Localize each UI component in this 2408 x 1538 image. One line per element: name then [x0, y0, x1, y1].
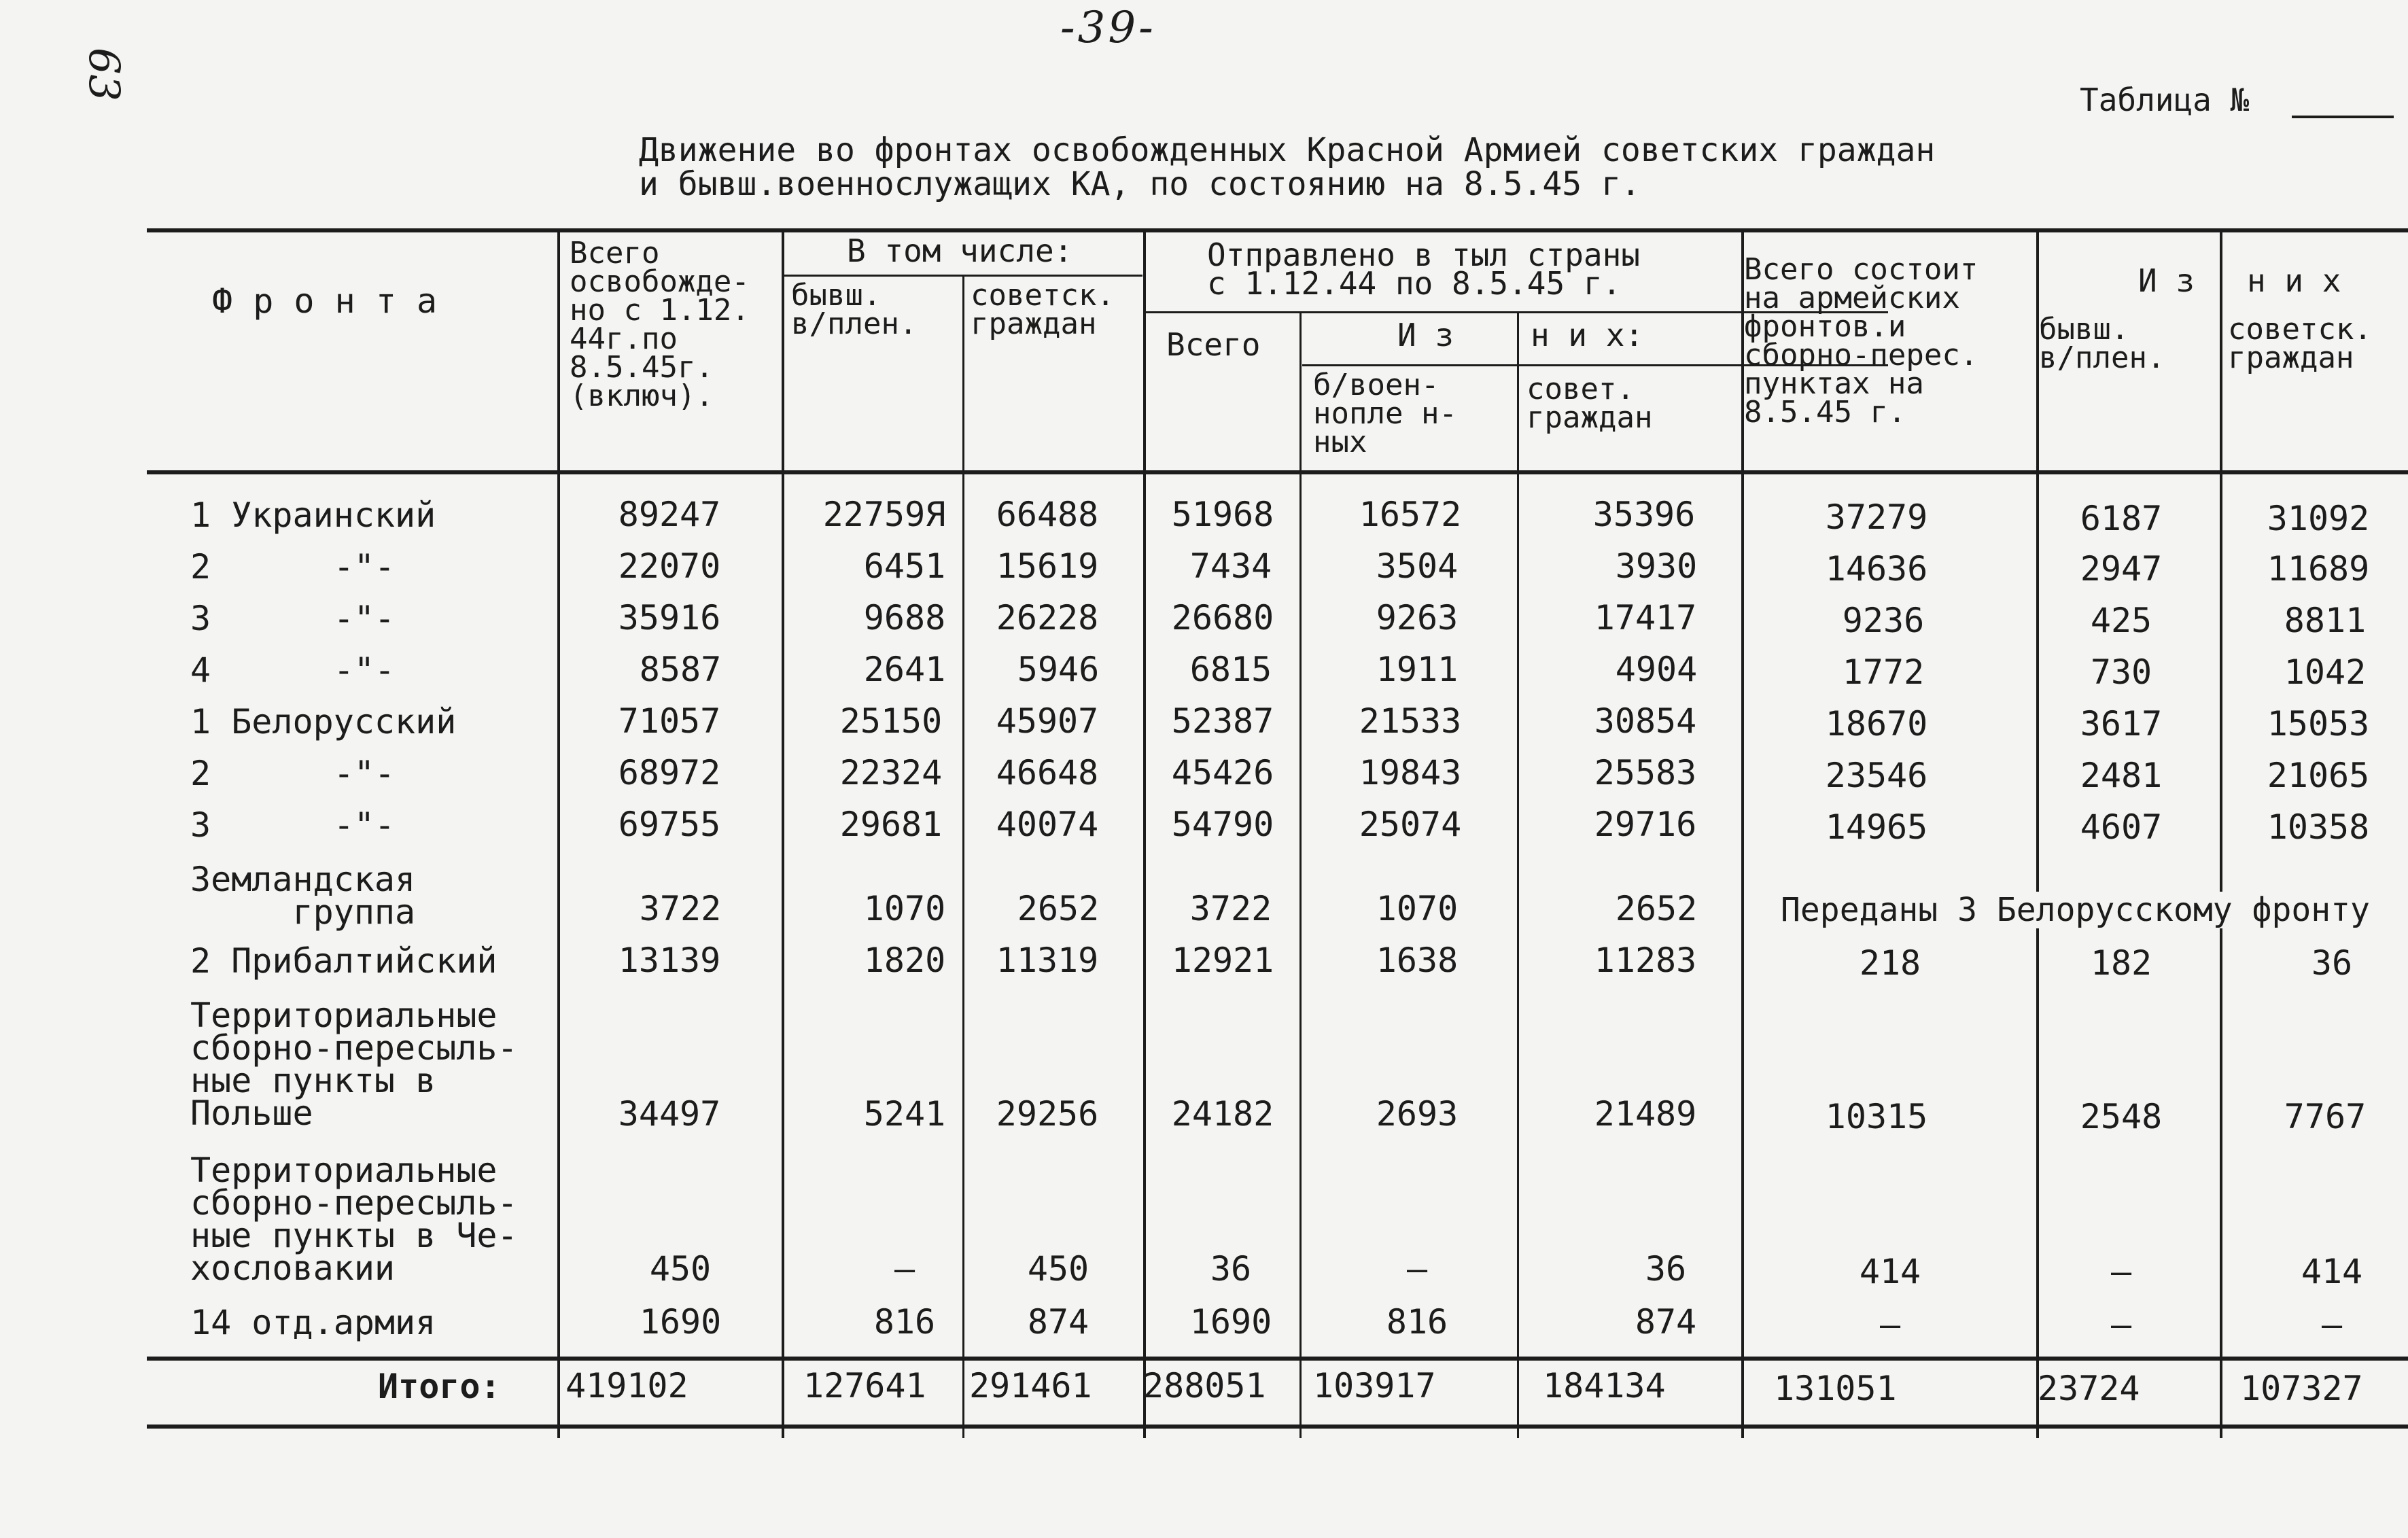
header-former-pow: бывш. в/плен. [791, 278, 918, 341]
total-sent-soviet: 184134 [1543, 1366, 1666, 1405]
cell-total-freed: 35916 [618, 598, 721, 637]
cell-remaining-pow: 4607 [2080, 807, 2163, 847]
transfer-note: Переданы 3 Белорусскому фронту [1778, 892, 2373, 928]
cell-sent-total: 45426 [1171, 753, 1274, 792]
cell-sent-total: 54790 [1171, 805, 1274, 844]
cell-sent-pow: 2693 [1376, 1094, 1459, 1134]
rule-col-4 [1143, 228, 1146, 1438]
cell-soviet-citizens: 46648 [996, 753, 1099, 792]
total-remaining: 131051 [1774, 1369, 1897, 1408]
cell-sent-total: 26680 [1171, 598, 1274, 637]
cell-total-freed: 22070 [618, 546, 721, 586]
cell-sent-pow: 16572 [1359, 495, 1462, 534]
cell-soviet-citizens: 29256 [996, 1094, 1099, 1134]
cell-remaining: 218 [1859, 943, 1921, 983]
cell-sent-pow: 1911 [1376, 650, 1459, 689]
cell-former-pow: 2641 [863, 650, 946, 689]
cell-former-pow: 25150 [839, 701, 943, 741]
cell-total-freed: 68972 [618, 753, 721, 792]
row-label: Территориальные сборно-пересыль- ные пункты в Че- хословакии [190, 1151, 518, 1288]
header-remaining-of-a: И з [2138, 262, 2195, 299]
rule-col-2 [782, 228, 784, 1438]
cell-former-pow: 9688 [863, 598, 946, 637]
table-number-blank [2292, 116, 2394, 118]
row-label: 3 -"- [190, 599, 396, 638]
cell-soviet-citizens: 5946 [1017, 650, 1100, 689]
row-label: 2 -"- [190, 754, 396, 793]
cell-remaining-pow: 6187 [2080, 499, 2163, 538]
cell-sent-total: 3722 [1189, 889, 1272, 928]
cell-sent-total: 6815 [1189, 650, 1272, 689]
cell-sent-soviet: 11283 [1594, 941, 1697, 980]
rule-col-6 [1517, 311, 1519, 1438]
cell-remaining: 9236 [1842, 601, 1925, 640]
cell-sent-total: 52387 [1171, 701, 1274, 741]
cell-soviet-citizens: 2652 [1017, 889, 1100, 928]
cell-sent-soviet: 30854 [1594, 701, 1697, 741]
cell-sent-total: 1690 [1189, 1302, 1272, 1342]
cell-total-freed: 13139 [618, 941, 721, 980]
cell-remaining-pow: – [2110, 1305, 2132, 1344]
header-soviet-citizens: советск. граждан [971, 278, 1115, 341]
document-title [639, 133, 1935, 201]
total-former-pow: 127641 [803, 1366, 926, 1405]
row-label: 1 Белорусский [190, 702, 457, 741]
header-sent-total: Всего [1166, 326, 1261, 363]
header-remaining-of-b: н и х [2247, 262, 2341, 299]
row-label: 2 -"- [190, 547, 396, 587]
cell-sent-soviet: 25583 [1594, 753, 1697, 792]
cell-sent-soviet: 4904 [1615, 650, 1698, 689]
cell-sent-soviet: 35396 [1592, 495, 1696, 534]
total-soviet-citizens: 291461 [969, 1366, 1092, 1405]
rule-total-bottom [147, 1425, 2408, 1429]
cell-remaining-pow: 730 [2090, 652, 2152, 692]
cell-total-freed: 3722 [639, 889, 722, 928]
cell-sent-total: 36 [1210, 1249, 1252, 1289]
cell-remaining-soviet: 15053 [2267, 704, 2370, 744]
cell-remaining-pow: 182 [2090, 943, 2152, 983]
header-sent-rear: Отправлено в тыл страны с 1.12.44 по 8.5.45 г. [1207, 237, 1640, 302]
cell-remaining: 14636 [1825, 549, 1928, 589]
cell-sent-total: 51968 [1171, 495, 1274, 534]
cell-soviet-citizens: 40074 [996, 805, 1099, 844]
total-total-freed: 419102 [565, 1366, 688, 1405]
cell-former-pow: 22324 [839, 753, 943, 792]
cell-soviet-citizens: 11319 [996, 941, 1099, 980]
cell-remaining: 14965 [1825, 807, 1928, 847]
total-sent-pow: 103917 [1313, 1366, 1436, 1405]
cell-former-pow: 22759Я [822, 495, 946, 534]
cell-remaining-soviet: 1042 [2284, 652, 2367, 692]
header-sent-soviet: совет. граждан [1526, 372, 1653, 435]
cell-remaining-soviet: 36 [2311, 943, 2353, 983]
cell-remaining: 414 [1859, 1252, 1921, 1291]
cell-sent-pow: 3504 [1376, 546, 1459, 586]
rule-total-top [147, 1357, 2408, 1361]
cell-remaining-soviet: – [2321, 1305, 2343, 1344]
header-sent-pow: б/воен- нопле н- ных [1313, 368, 1457, 459]
cell-remaining: 37279 [1825, 497, 1928, 537]
cell-sent-pow: 19843 [1359, 753, 1462, 792]
cell-soviet-citizens: 450 [1027, 1249, 1089, 1289]
cell-remaining: 23546 [1825, 756, 1928, 795]
rule-col-8 [2036, 228, 2039, 1438]
cell-remaining: – [1879, 1305, 1901, 1344]
header-sent-of-them-b: н и х: [1531, 317, 1644, 353]
cell-sent-pow: – [1406, 1249, 1428, 1289]
cell-former-pow: 1820 [863, 941, 946, 980]
cell-remaining: 18670 [1825, 704, 1928, 744]
archive-mark: 63 [80, 48, 129, 101]
cell-soviet-citizens: 66488 [996, 495, 1099, 534]
rule-col-9 [2220, 228, 2222, 1438]
cell-former-pow: 5241 [863, 1094, 946, 1134]
cell-sent-pow: 1070 [1376, 889, 1459, 928]
title-line-2: и бывш.военнослужащих КА, по состоянию на 8.5.45 г. [639, 165, 1641, 203]
row-label: 3 -"- [190, 805, 396, 845]
rule-header-bottom [147, 470, 2408, 474]
rule-top [147, 228, 2408, 232]
cell-sent-soviet: 17417 [1594, 598, 1697, 637]
row-label: Земландская группа [190, 860, 416, 932]
cell-soviet-citizens: 45907 [996, 701, 1099, 741]
cell-sent-pow: 816 [1386, 1302, 1448, 1342]
row-label: 2 Прибалтийский [190, 941, 498, 981]
cell-remaining-soviet: 10358 [2267, 807, 2370, 847]
cell-soviet-citizens: 15619 [996, 546, 1099, 586]
cell-former-pow: 1070 [863, 889, 946, 928]
total-remaining-soviet: 107327 [2240, 1369, 2363, 1408]
header-remaining-soviet: советск. граждан [2228, 312, 2372, 375]
cell-total-freed: 71057 [618, 701, 721, 741]
cell-sent-soviet: 3930 [1615, 546, 1698, 586]
cell-remaining-pow: – [2110, 1252, 2132, 1291]
header-fronts: Ф р о н т а [212, 281, 438, 321]
cell-sent-soviet: 36 [1645, 1249, 1687, 1289]
row-label: 1 Украинский [190, 495, 436, 535]
cell-remaining-soviet: 21065 [2267, 756, 2370, 795]
cell-former-pow: 6451 [863, 546, 946, 586]
cell-remaining-soviet: 8811 [2284, 601, 2367, 640]
cell-soviet-citizens: 26228 [996, 598, 1099, 637]
cell-total-freed: 34497 [618, 1094, 721, 1134]
header-in-that-number: В том числе: [847, 232, 1073, 269]
cell-sent-pow: 21533 [1359, 701, 1462, 741]
cell-sent-soviet: 874 [1635, 1302, 1697, 1342]
cell-remaining-soviet: 7767 [2284, 1097, 2367, 1136]
cell-former-pow: 816 [873, 1302, 936, 1342]
table-number-label: Таблица № [2080, 82, 2250, 118]
header-total-freed: Всего освобожде- но с 1.12. 44г.по 8.5.45г. (включ). [570, 236, 750, 413]
cell-former-pow: 29681 [839, 805, 943, 844]
header-sent-of-them-a: И з [1397, 317, 1454, 353]
cell-sent-soviet: 21489 [1594, 1094, 1697, 1134]
header-remaining-pow: бывш. в/плен. [2039, 312, 2165, 375]
cell-soviet-citizens: 874 [1027, 1302, 1089, 1342]
cell-former-pow: – [894, 1249, 915, 1289]
cell-sent-total: 24182 [1171, 1094, 1274, 1134]
cell-remaining: 10315 [1825, 1097, 1928, 1136]
cell-sent-total: 12921 [1171, 941, 1274, 980]
cell-sent-total: 7434 [1189, 546, 1272, 586]
row-label: 14 отд.армия [190, 1303, 436, 1342]
cell-remaining-pow: 425 [2090, 601, 2152, 640]
cell-remaining-soviet: 31092 [2267, 499, 2370, 538]
cell-total-freed: 89247 [618, 495, 721, 534]
cell-sent-pow: 25074 [1359, 805, 1462, 844]
cell-total-freed: 450 [649, 1249, 712, 1289]
cell-remaining-pow: 2481 [2080, 756, 2163, 795]
cell-sent-soviet: 2652 [1615, 889, 1698, 928]
row-label: Территориальные сборно-пересыль- ные пункты в Польше [190, 996, 518, 1133]
cell-sent-pow: 1638 [1376, 941, 1459, 980]
header-remaining: Всего состоит на армейских фронтов.и сборно-перес. пунктах на 8.5.45 г. [1744, 252, 1978, 430]
cell-sent-soviet: 29716 [1594, 805, 1697, 844]
cell-sent-pow: 9263 [1376, 598, 1459, 637]
cell-remaining-soviet: 414 [2301, 1252, 2363, 1291]
rule-col-1 [557, 228, 560, 1438]
cell-remaining-soviet: 11689 [2267, 549, 2370, 589]
cell-total-freed: 1690 [639, 1302, 722, 1342]
cell-total-freed: 69755 [618, 805, 721, 844]
cell-remaining-pow: 2947 [2080, 549, 2163, 589]
title-line-1: Движение во фронтах освобожденных Красной Армией советских граждан [639, 131, 1936, 169]
total-remaining-pow: 23724 [2038, 1369, 2140, 1408]
cell-total-freed: 8587 [639, 650, 722, 689]
data-table [147, 228, 2408, 1438]
total-label: Итого: [378, 1367, 501, 1406]
page-number: -39- [1060, 3, 1156, 53]
cell-remaining-pow: 3617 [2080, 704, 2163, 744]
cell-remaining-pow: 2548 [2080, 1097, 2163, 1136]
cell-remaining: 1772 [1842, 652, 1925, 692]
row-label: 4 -"- [190, 650, 396, 690]
total-sent-total: 288051 [1143, 1366, 1266, 1405]
